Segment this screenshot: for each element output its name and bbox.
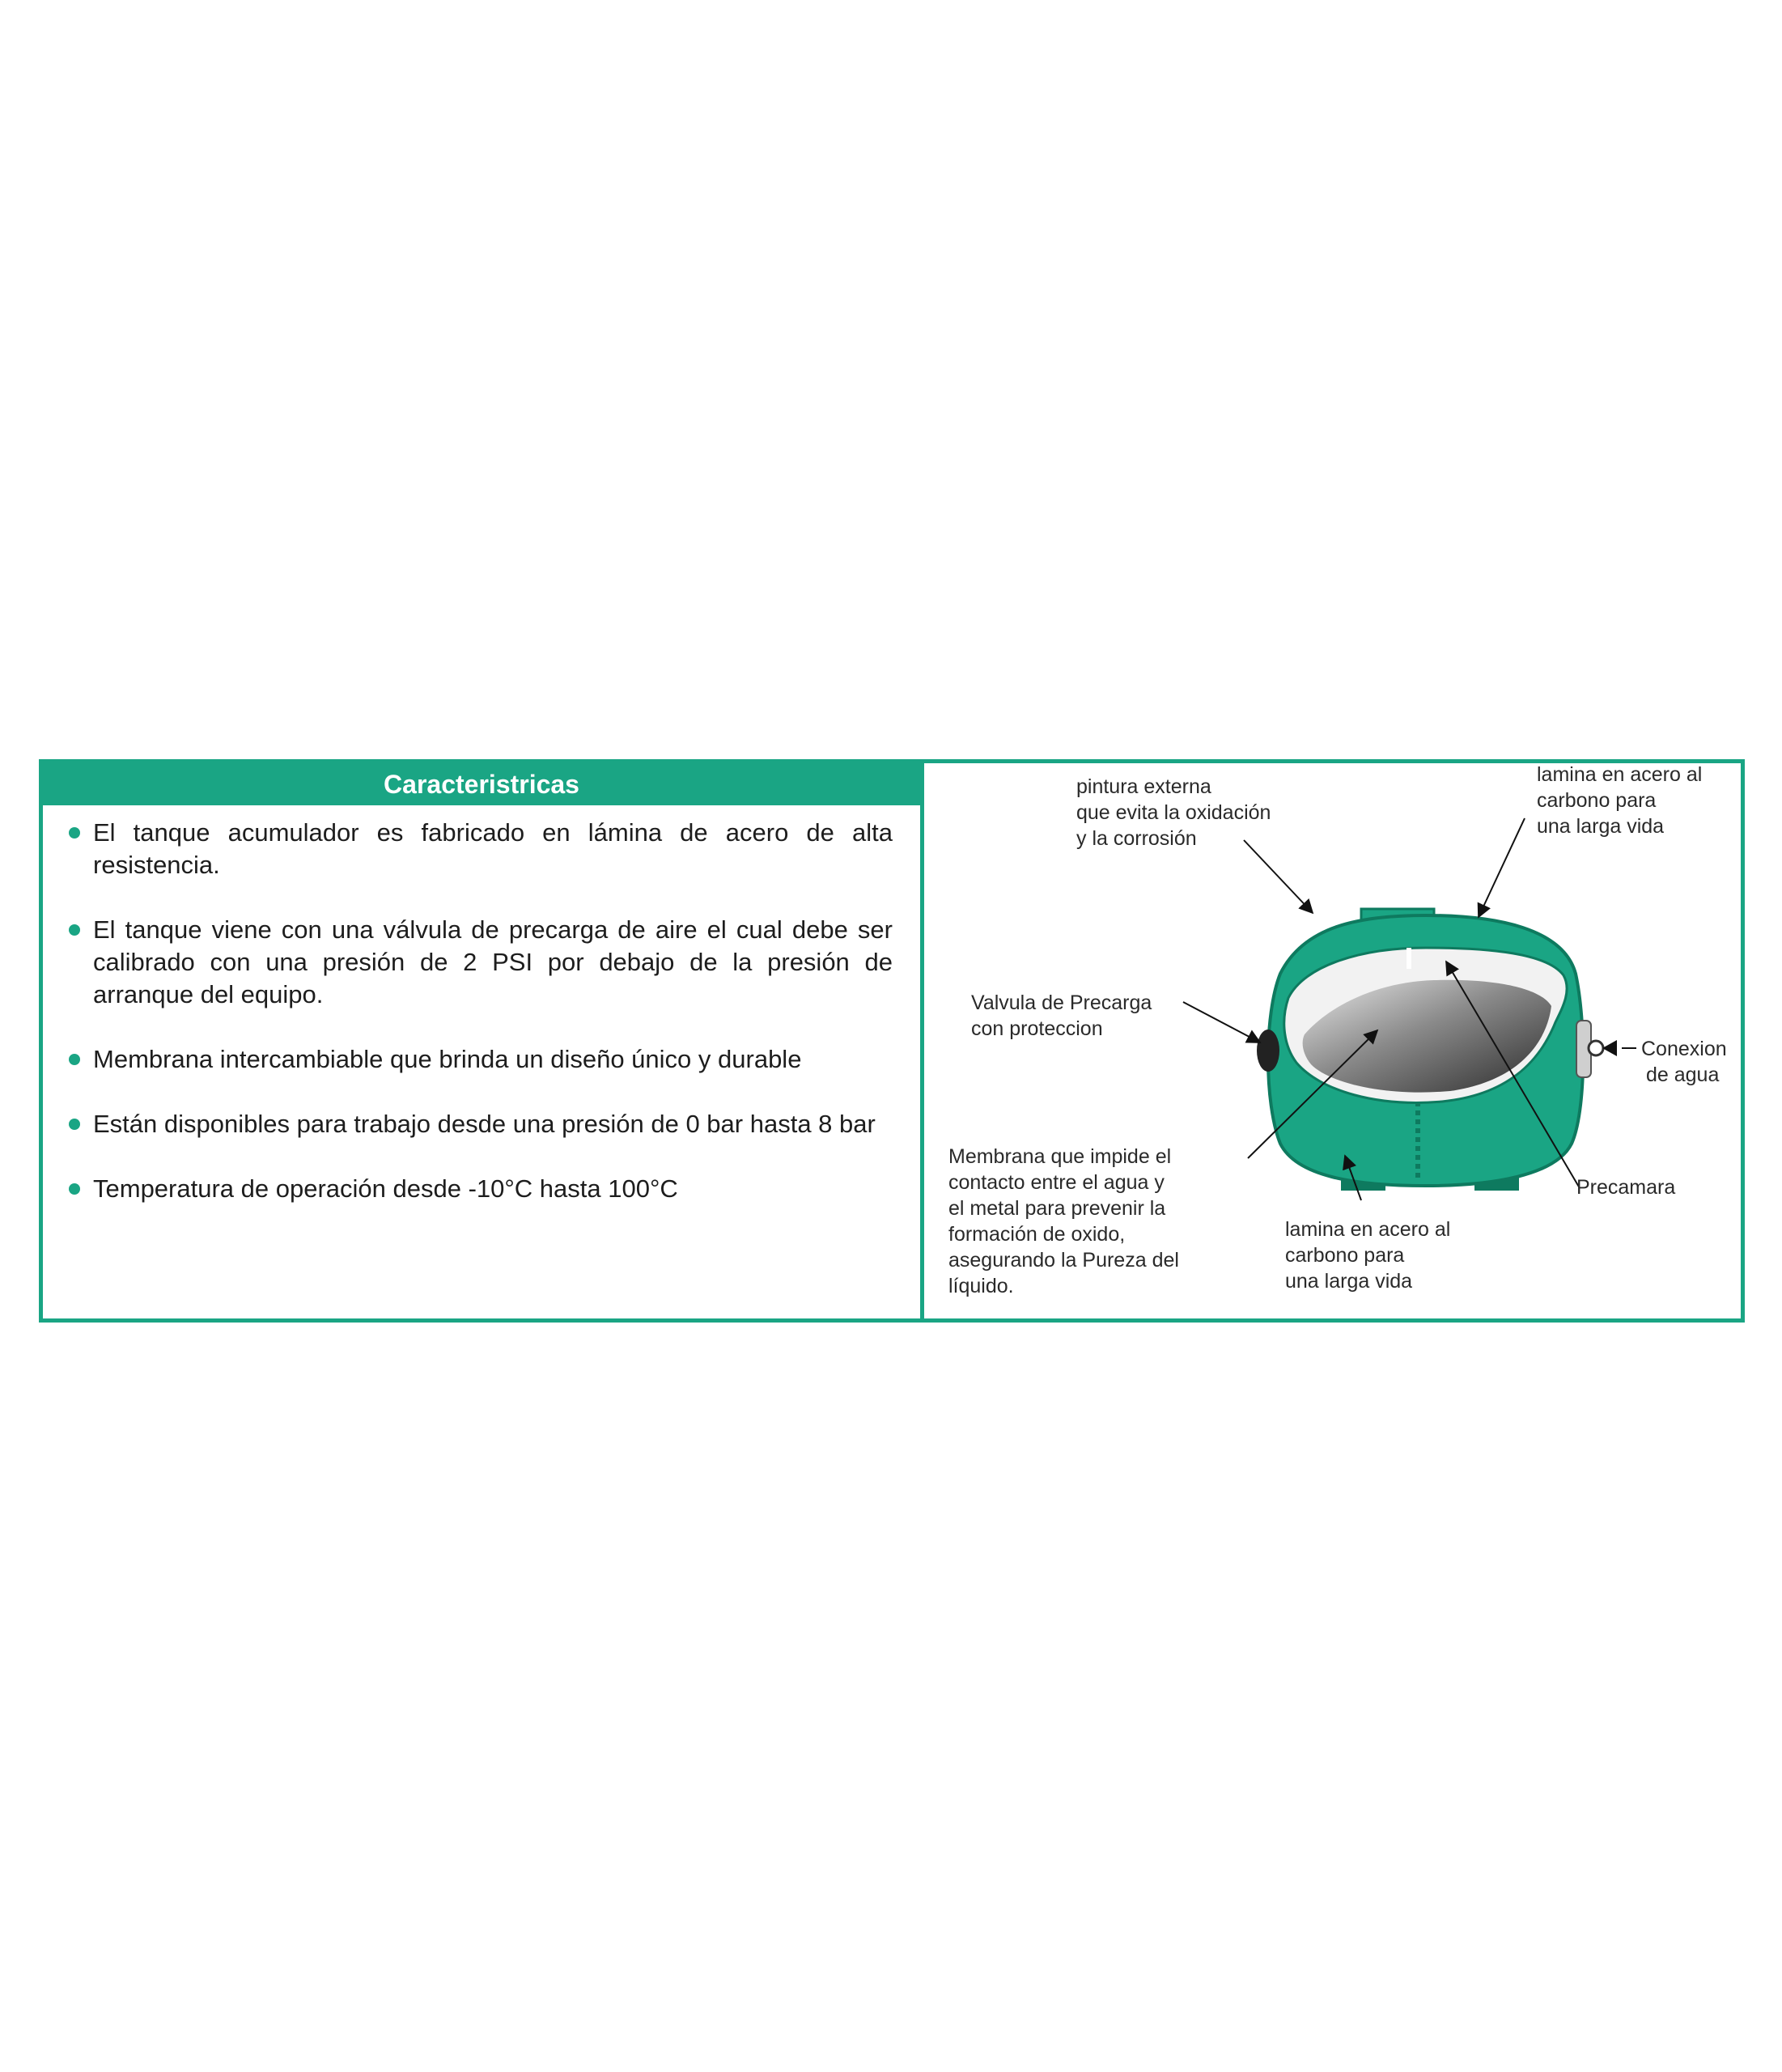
- label-lamina-bottom: [1285, 1216, 1450, 1294]
- bullet-dot-icon: [69, 1054, 80, 1065]
- label-line: Membrana que impide el: [948, 1145, 1172, 1168]
- label-line: formación de oxido,: [948, 1223, 1126, 1246]
- feature-list: [67, 817, 893, 1238]
- label-line: Precamara: [1576, 1176, 1676, 1199]
- feature-item: [67, 914, 893, 1011]
- feature-text: Están disponibles para trabajo desde una presión de 0 bar hasta 8 bar: [93, 1110, 876, 1138]
- bullet-dot-icon: [69, 1183, 80, 1195]
- label-line: asegurando la Pureza del: [948, 1249, 1179, 1272]
- label-line: Valvula de Precarga: [971, 991, 1152, 1014]
- label-line: lamina en acero al: [1285, 1218, 1451, 1241]
- label-line: con proteccion: [971, 1017, 1103, 1040]
- label-line: que evita la oxidación: [1076, 801, 1271, 824]
- label-line: carbono para: [1285, 1244, 1405, 1267]
- feature-item: [67, 1108, 893, 1140]
- label-line: pintura externa: [1076, 775, 1211, 798]
- feature-text: Membrana intercambiable que brinda un diseño único y durable: [93, 1045, 802, 1073]
- label-line: y la corrosión: [1076, 827, 1197, 850]
- feature-text: El tanque acumulador es fabricado en lámina de acero de alta resistencia.: [93, 818, 893, 879]
- label-lamina-top: [1537, 762, 1702, 839]
- label-line: de agua: [1646, 1064, 1720, 1086]
- lamina-top-leader: [1479, 818, 1525, 917]
- label-conexion: [1641, 1036, 1727, 1088]
- membrane-highlight: [1407, 948, 1411, 969]
- label-line: lamina en acero al: [1537, 763, 1703, 786]
- water-connection: [1576, 1021, 1617, 1077]
- label-line: el metal para prevenir la: [948, 1197, 1166, 1220]
- features-panel: [39, 759, 1745, 1323]
- features-column: [43, 763, 924, 1318]
- valvula-leader: [1183, 1002, 1260, 1042]
- feature-item: [67, 817, 893, 881]
- bullet-dot-icon: [69, 827, 80, 839]
- feature-item: [67, 1043, 893, 1076]
- label-line: carbono para: [1537, 789, 1657, 812]
- label-line: Conexion: [1641, 1038, 1727, 1060]
- tank-diagram: [924, 763, 1745, 1318]
- feature-item: [67, 1173, 893, 1205]
- feature-text: Temperatura de operación desde -10°C hasta 100°C: [93, 1174, 678, 1203]
- bullet-dot-icon: [69, 924, 80, 936]
- bullet-dot-icon: [69, 1119, 80, 1130]
- feature-text: El tanque viene con una válvula de precarga de aire el cual debe ser calibrado con una presión de 2 PSI por debajo de la presión de arranque del equipo.: [93, 915, 893, 1008]
- label-line: contacto entre el agua y: [948, 1171, 1165, 1194]
- label-membrana: [948, 1144, 1179, 1299]
- precharge-valve: [1257, 1030, 1279, 1072]
- label-line: una larga vida: [1537, 815, 1665, 838]
- label-line: una larga vida: [1285, 1270, 1413, 1293]
- label-precamara: [1576, 1174, 1675, 1200]
- label-pintura: [1076, 774, 1271, 851]
- section-title: Caracteristricas: [43, 763, 920, 805]
- label-valvula: [971, 990, 1152, 1042]
- label-line: líquido.: [948, 1275, 1014, 1297]
